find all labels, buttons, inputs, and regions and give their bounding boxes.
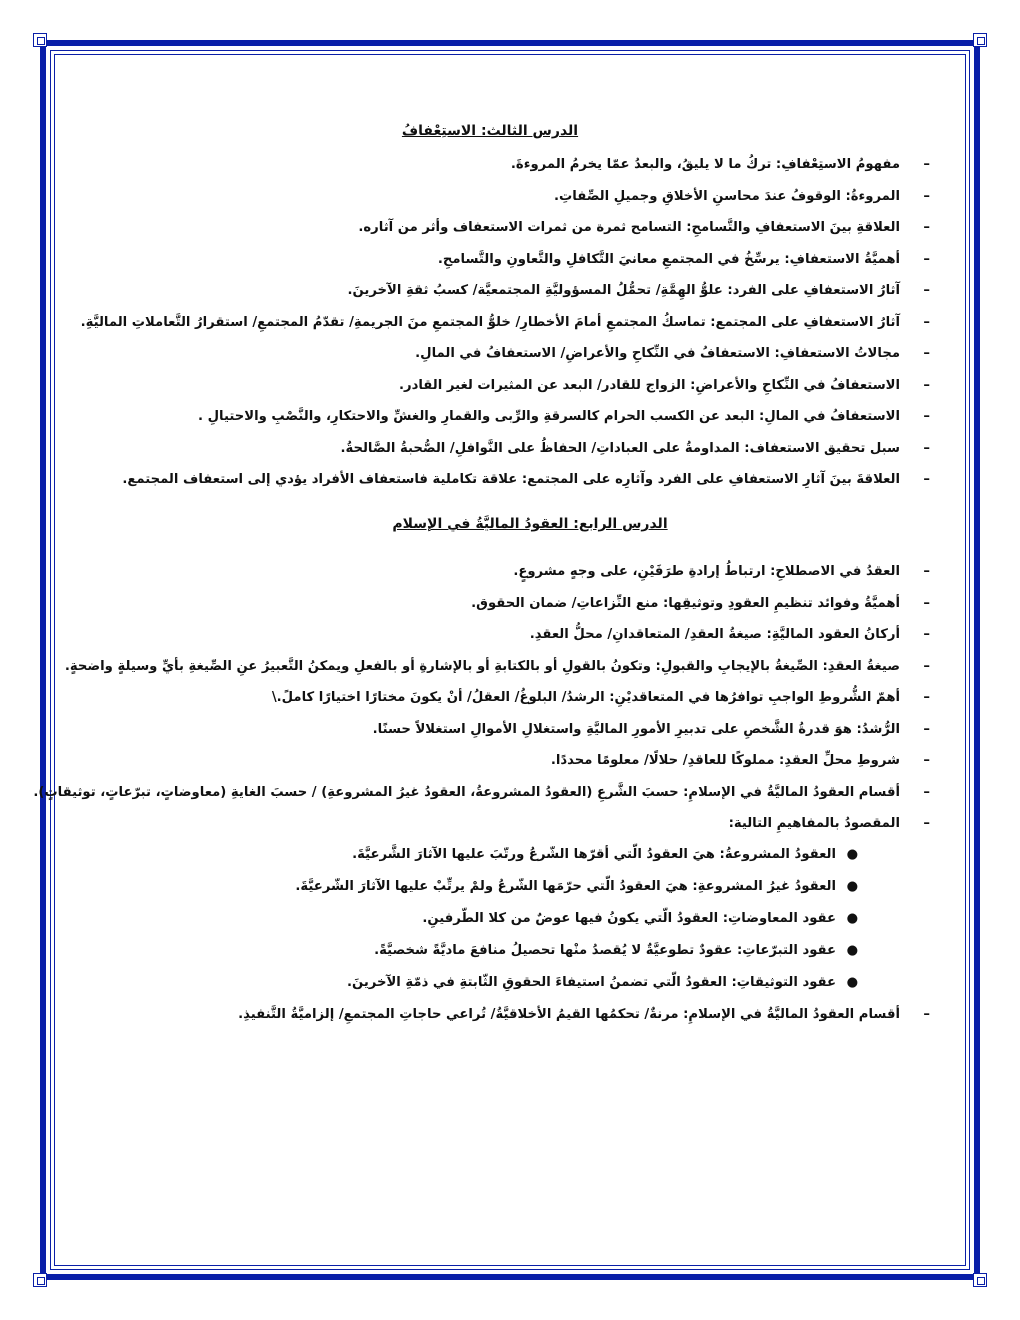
list-item: – الاستعفافُ في النِّكاحِ والأعراضِ: الزواج للقادر/ البعد عن المثيرات لغير القادر. — [398, 377, 930, 393]
dash-icon: – — [923, 472, 930, 487]
lesson4-list — [33, 563, 930, 1024]
list-item: – العلاقةَ بينَ آثارِ الاستعفافِ على الفرد وآثارِه على المجتمع: علاقة تكاملية فاستعفاف الأفراد يؤدي إلى استعفاف المجتمع. — [122, 472, 930, 487]
concept-item: ● عقود التبرّعاتِ: عقودٌ تطوعيَّةٌ لا يُقصدُ منْها تحصيلُ منافعَ ماديَّةً شخصيَّةً. — [374, 943, 858, 958]
list-item: – الاستعفافُ في المالِ: البعد عن الكسب الحرام كالسرقةِ والرِّبى والقمارِ والغشِّ والاحتكارِ، والنَّصْبِ والاحتيالِ . — [198, 409, 930, 424]
dash-icon: – — [923, 816, 930, 831]
concept-item: ● العقودُ المشروعةُ: هيَ العقودُ الّتي أقرّها الشّرعُ ورتّبَ عليها الآثارَ الشَّرعيَّةَ. — [352, 847, 858, 862]
dash-icon: – — [923, 658, 930, 674]
dash-icon: – — [923, 409, 930, 424]
concepts-heading: المقصودُ بالمفاهيمِ التالية: — [728, 816, 900, 831]
dash-icon: – — [923, 314, 930, 330]
list-item: – العقدُ في الاصطلاحِ: ارتباطُ إرادةِ طرَفَيْنِ، على وجهٍ مشروعٍ. — [513, 564, 930, 579]
concept-item: ● العقودُ غيرُ المشروعةِ: هيَ العقودُ الّتي حرّمَها الشّرعُ ولمْ يرتِّبْ عليها الآثارَ الشّرعيَّةَ. — [295, 879, 858, 894]
concept-item: ● عقود التوثيقاتِ: العقودُ الّتي تضمنُ استيفاءَ الحقوقِ الثّابتةِ في ذمّةِ الآخرينَ. — [346, 975, 858, 990]
lesson3-list — [80, 156, 930, 489]
list-item: – أركانُ العقود الماليَّةِ: صيغةُ العقدِ/ المتعاقدانِ/ محلُّ العقدِ. — [529, 627, 930, 642]
list-item: – مجالاتُ الاستعفافِ: الاستعفافُ في النِّكاحِ والأعراضِ/ الاستعفافُ في المالِ. — [415, 346, 930, 361]
list-item: – آثارُ الاستعفافِ على الفرد: علوُّ الهِمَّةِ/ تحمُّلُ المسؤوليَّةِ المجتمعيَّة/ كسبُ ثقةِ الآخرينَ. — [347, 283, 930, 298]
dash-icon: – — [923, 251, 930, 267]
dash-icon: – — [923, 753, 930, 768]
dash-icon: – — [923, 784, 930, 800]
list-item: – شروطِ محلِّ العقدِ: مملوكًا للعاقدِ/ حلالًا/ معلومًا محددًا. — [550, 753, 930, 768]
dash-icon: – — [923, 595, 930, 611]
list-item: – صيغةُ العقدِ: الصِّيغةُ بالإيجابِ والقبولِ: وتكونُ بالقولِ أو بالكتابةِ أو بالإشارةِ أو بالفعلِ ويمكنُ التَّعبيرُ عنِ الصِّيغةِ بأيِّ وسيلةٍ واضحةٍ. — [64, 658, 930, 674]
dash-icon: – — [923, 440, 930, 456]
list-item: – أهميَّةُ وفوائد تنظيمِ العقودِ وتوثيقِها: منع النِّزاعاتِ/ ضمان الحقوق. — [471, 595, 930, 611]
corner-ornament-top-left — [33, 33, 47, 47]
dash-icon: – — [923, 1007, 930, 1022]
document-content — [33, 120, 930, 1038]
list-item: – المروءةُ: الوقوفُ عندَ محاسنِ الأخلاقِ وجميلِ الصِّفاتِ. — [553, 188, 930, 204]
corner-ornament-top-right — [973, 33, 987, 47]
list-item: – أقسام العقودُ الماليَّةُ في الإسلامِ: مرنةٌ/ تحكمُها القيمُ الأخلاقيَّةُ/ تُراعي حاجاتِ المجتمعِ/ إلزاميَّةُ التَّنفيذِ. — [238, 1007, 930, 1022]
bullet-icon: ● — [846, 975, 858, 990]
lesson3-title: الدرس الثالث: الاستِعْفافُ — [401, 123, 579, 139]
dash-icon: – — [923, 157, 930, 172]
list-item: – مفهومُ الاستِعْفافِ: تركُ ما لا يليقُ، والبعدُ عمّا يخرمُ المروءةَ. — [510, 157, 930, 172]
bullet-icon: ● — [846, 879, 858, 894]
bullet-icon: ● — [846, 847, 858, 862]
dash-icon: – — [923, 690, 930, 705]
concept-item: ● عقود المعاوضاتِ: العقودُ الّتي يكونُ فيها عوضٌ من كلا الطّرفينِ. — [422, 911, 858, 926]
corner-ornament-bottom-right — [973, 1273, 987, 1287]
list-item: – أهميَّةُ الاستعفافِ: يرسِّخُ في المجتمعِ معانيَ التَّكافلِ والتَّعاونِ والتَّسامحِ. — [437, 251, 930, 267]
dash-icon: – — [923, 188, 930, 204]
dash-icon: – — [923, 564, 930, 579]
list-item: – سبل تحقيق الاستعفاف: المداومةُ على العباداتِ/ الحفاظُ على النَّوافلِ/ الصُّحبةُ الصَّالحةُ. — [340, 440, 930, 456]
concepts-list — [150, 846, 900, 992]
corner-ornament-bottom-left — [33, 1273, 47, 1287]
list-item: – الرُّشدُ: هوَ قدرةُ الشَّخصِ على تدبيرِ الأمورِ الماليَّةِ واستغلالِ الأموالِ استغلالاً حسنًا. — [372, 721, 930, 737]
list-item: – أهمّ الشُّروطِ الواجبِ توافرُها في المتعاقديْنِ: الرشدُ/ البلوغُ/ العقلُ/ أنْ يكونَ مختارًا اختيارًا كاملً.\ — [271, 690, 930, 705]
dash-icon: – — [923, 220, 930, 235]
lesson4-title: الدرس الرابع: العقودُ الماليَّةُ في الإسلام — [392, 516, 668, 532]
list-item: – أقسام العقودُ الماليَّةُ في الإسلامِ: حسبَ الشَّرعِ (العقودُ المشروعةُ، العقودُ غيرُ المشروعةِ) / حسبَ الغايةِ (معاوضاتٍ، تبرّعاتٍ، توثيقاتٍ). — [33, 784, 930, 800]
dash-icon: – — [923, 377, 930, 393]
concepts-item — [150, 815, 930, 992]
dash-icon: – — [923, 721, 930, 737]
dash-icon: – — [923, 346, 930, 361]
bullet-icon: ● — [846, 943, 858, 958]
bullet-icon: ● — [846, 911, 858, 926]
dash-icon: – — [923, 283, 930, 298]
list-item: – العلاقةِ بينَ الاستعفافِ والتَّسامحِ: التسامح ثمرة من ثمرات الاستعفاف وأثر من آثاره. — [358, 220, 930, 235]
dash-icon: – — [923, 627, 930, 642]
list-item: – آثارُ الاستعفافِ على المجتمع: تماسكُ المجتمعِ أمامَ الأخطارِ/ خلوُّ المجتمعِ منَ الجريمةِ/ تقدّمُ المجتمعِ/ استقرارُ التَّعاملاتِ الماليَّةِ. — [80, 314, 930, 330]
